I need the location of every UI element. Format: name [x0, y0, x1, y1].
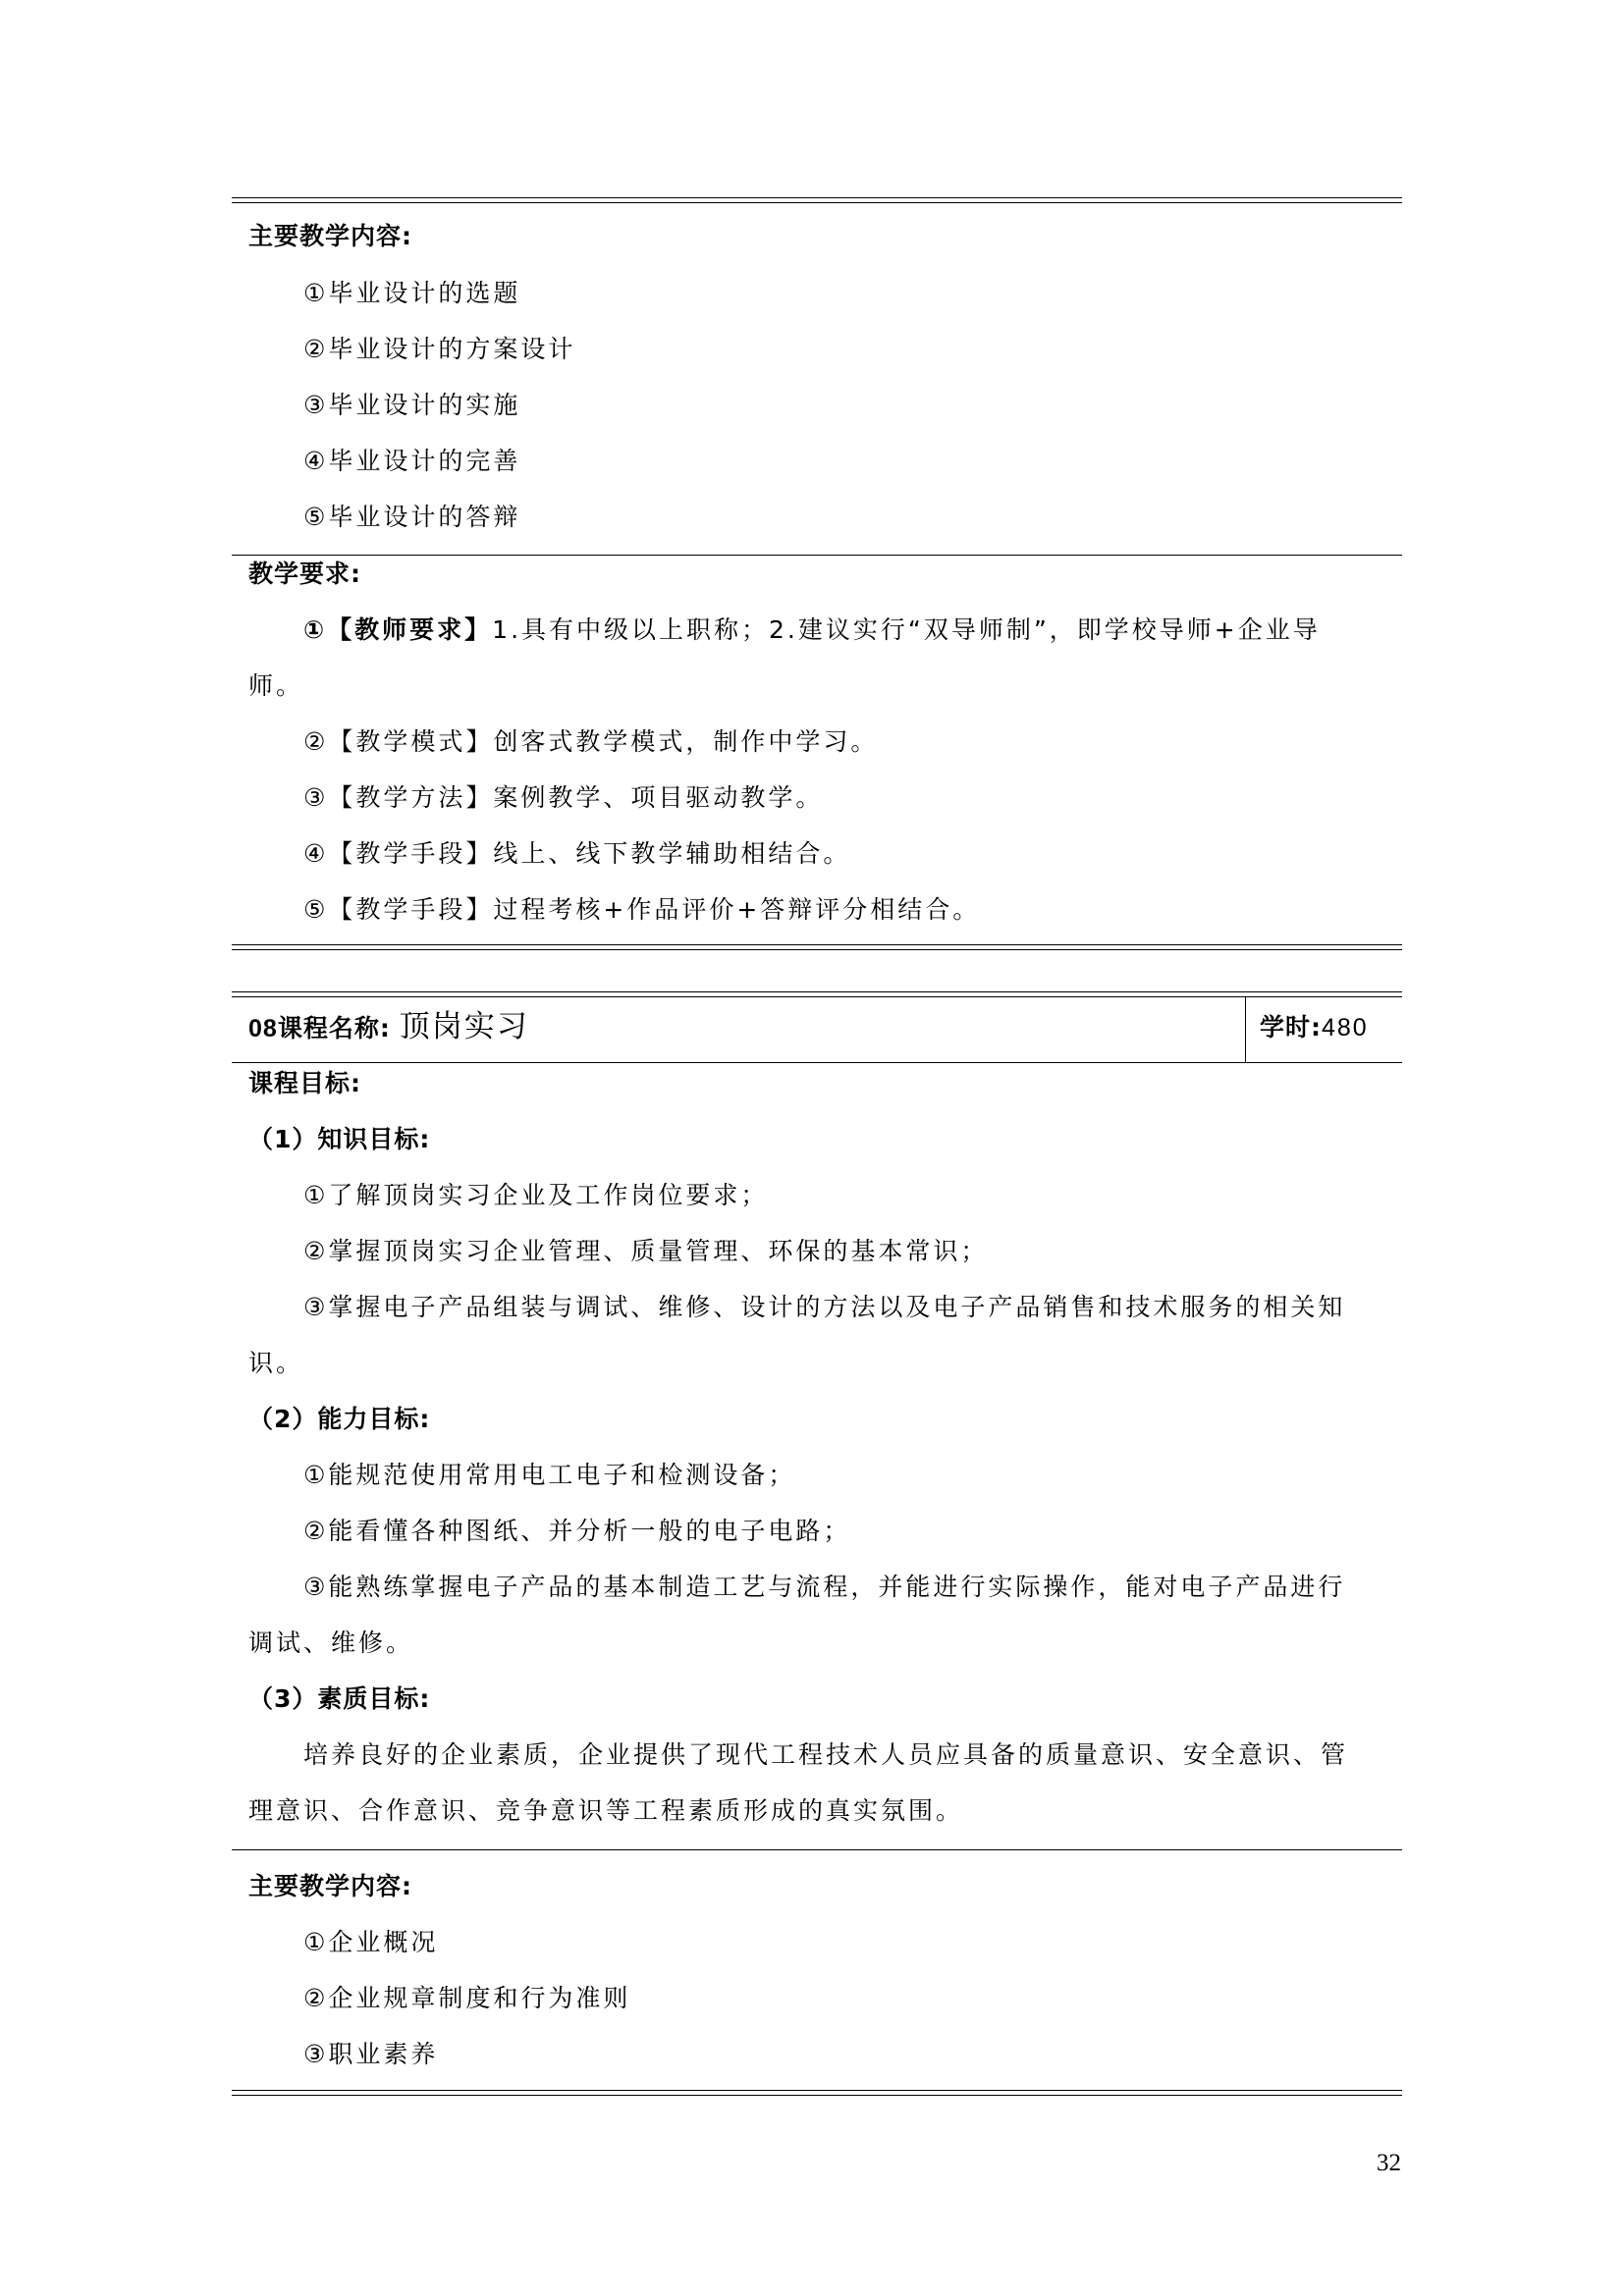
row-divider	[232, 555, 1402, 556]
course-title-row	[248, 1009, 529, 1044]
content-heading: 主要教学内容:	[248, 222, 412, 250]
list-item: ③毕业设计的实施	[303, 391, 521, 419]
list-item: ①企业概况	[303, 1928, 439, 1956]
course-name: 顶岗实习	[399, 1009, 529, 1044]
requirement-continuation: 师。	[248, 671, 304, 700]
knowledge-heading: （1）知识目标:	[248, 1125, 431, 1153]
course-number: 08	[248, 1015, 278, 1042]
list-item: ⑤毕业设计的答辩	[303, 503, 521, 531]
content-heading: 主要教学内容:	[248, 1872, 412, 1900]
table-top-border	[232, 991, 1402, 997]
row-divider	[232, 1849, 1402, 1850]
quality-heading: （3）素质目标:	[248, 1684, 431, 1713]
course-hours	[1260, 1015, 1369, 1041]
requirement-label: ①【教师要求】	[303, 615, 493, 644]
list-item: ②能看懂各种图纸、并分析一般的电子电路；	[303, 1517, 851, 1545]
table-bottom-border	[232, 944, 1402, 950]
hours-label: 学时:	[1260, 1013, 1322, 1041]
list-item-continuation: 调试、维修。	[248, 1629, 414, 1657]
page-number: 32	[1377, 2150, 1401, 2176]
list-item: ②毕业设计的方案设计	[303, 335, 576, 363]
requirement-item: ③【教学方法】案例教学、项目驱动教学。	[303, 783, 824, 812]
list-item: ②掌握顶岗实习企业管理、质量管理、环保的基本常识；	[303, 1237, 989, 1265]
requirement-item: ⑤【教学手段】过程考核+作品评价+答辩评分相结合。	[303, 895, 981, 924]
paragraph: 培养良好的企业素质，企业提供了现代工程技术人员应具备的质量意识、安全意识、管	[303, 1740, 1349, 1769]
list-item: ①能规范使用常用电工电子和检测设备；	[303, 1461, 796, 1489]
requirement-item: ②【教学模式】创客式教学模式，制作中学习。	[303, 727, 879, 756]
list-item: ④毕业设计的完善	[303, 447, 521, 475]
requirement-item	[303, 617, 1321, 642]
list-item: ③能熟练掌握电子产品的基本制造工艺与流程，并能进行实际操作，能对电子产品进行	[303, 1573, 1346, 1601]
list-item: ③职业素养	[303, 2040, 439, 2068]
list-item: ②企业规章制度和行为准则	[303, 1984, 631, 2012]
ability-heading: （2）能力目标:	[248, 1405, 431, 1433]
requirement-text: 1.具有中级以上职称；2.建议实行“双导师制”，即学校导师+企业导	[492, 615, 1321, 644]
hours-value: 480	[1322, 1014, 1369, 1041]
paragraph-continuation: 理意识、合作意识、竞争意识等工程素质形成的真实氛围。	[248, 1796, 964, 1825]
course-name-label: 课程名称:	[277, 1014, 391, 1042]
list-item: ①毕业设计的选题	[303, 279, 521, 307]
requirements-heading: 教学要求:	[248, 560, 361, 588]
list-item-continuation: 识。	[248, 1349, 304, 1377]
row-divider	[232, 1062, 1402, 1063]
table-bottom-border	[232, 2090, 1402, 2096]
list-item: ③掌握电子产品组装与调试、维修、设计的方法以及电子产品销售和技术服务的相关知	[303, 1293, 1346, 1321]
list-item: ①了解顶岗实习企业及工作岗位要求；	[303, 1181, 769, 1209]
requirement-item: ④【教学手段】线上、线下教学辅助相结合。	[303, 839, 851, 868]
goal-heading: 课程目标:	[248, 1069, 361, 1097]
table-top-border	[232, 197, 1402, 203]
cell-divider	[1245, 997, 1246, 1062]
